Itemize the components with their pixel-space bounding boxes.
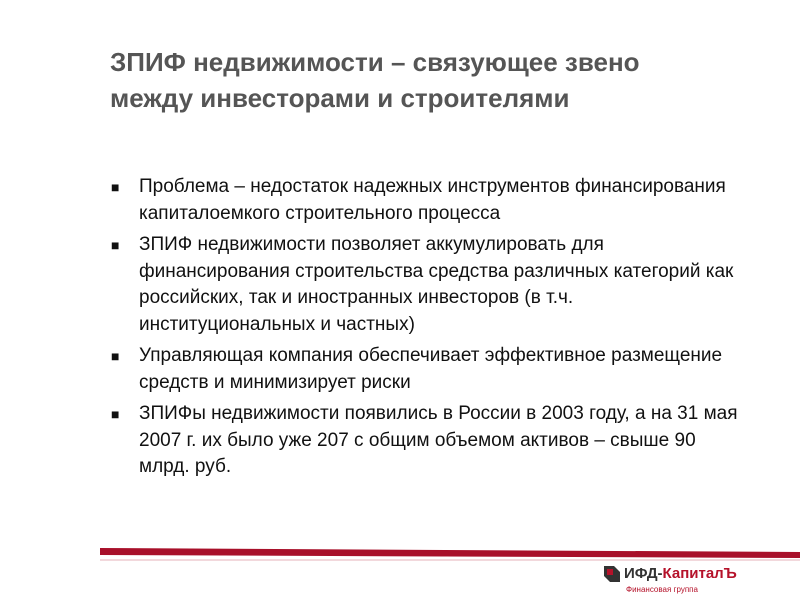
logo-subtitle: Финансовая группа: [626, 585, 698, 594]
slide-title: ЗПИФ недвижимости – связующее звено между инвесторами и строителями: [110, 47, 640, 113]
bullet-text: Проблема – недостаток надежных инструментов финансирования капиталоемкого строительного процесса: [139, 176, 726, 224]
bullet-text: ЗПИФы недвижимости появились в России в 2003 году, а на 31 мая 2007 г. их было уже 207 с общим объемом активов – свыше 90 млрд. руб.: [139, 403, 738, 477]
bullet-item: [111, 343, 751, 396]
footer-divider: [100, 548, 800, 562]
square-bullet-icon: ■: [111, 348, 120, 364]
square-bullet-icon: ■: [111, 237, 120, 253]
bullet-item: [111, 401, 751, 481]
logo-name-part2: КапиталЪ: [662, 565, 737, 582]
company-logo: [604, 564, 764, 596]
square-bullet-icon: ■: [111, 179, 120, 195]
bullet-item: [111, 174, 751, 227]
logo-mark-icon: [604, 566, 620, 582]
bullet-text: Управляющая компания обеспечивает эффективное размещение средств и минимизирует риски: [139, 345, 723, 393]
bullet-item: [111, 232, 751, 338]
logo-name: [624, 564, 737, 584]
square-bullet-icon: ■: [111, 406, 120, 422]
logo-name-part1: ИФД-: [624, 565, 663, 582]
bullet-text: ЗПИФ недвижимости позволяет аккумулировать для финансирования строительства средства различных категорий как российских, так и иностранных инвесторов (в т.ч. институциональных и частных): [139, 234, 734, 335]
bullet-list: [111, 174, 751, 486]
